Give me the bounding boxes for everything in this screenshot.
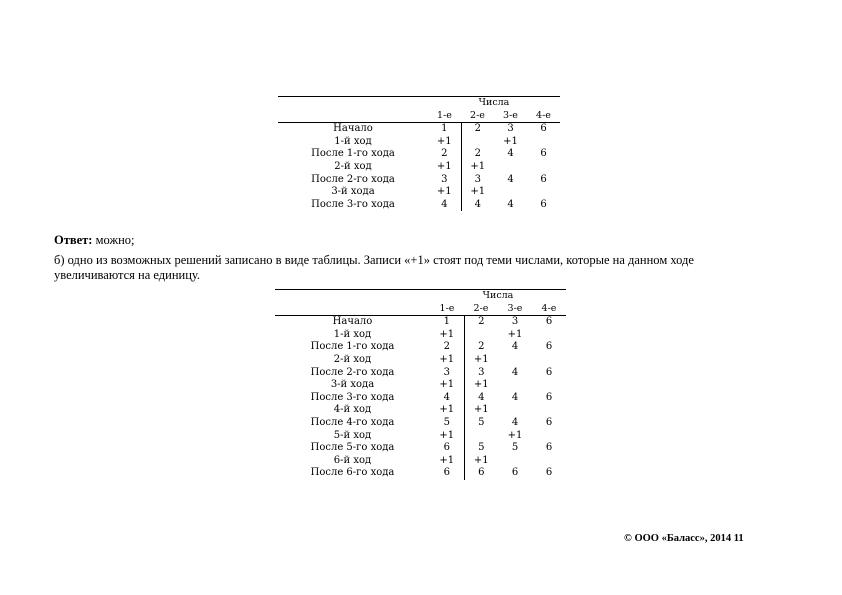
table-cell: 6 — [545, 316, 553, 328]
table-cell: 6 — [540, 148, 547, 160]
table-body — [275, 316, 566, 480]
table-cell: 6 — [511, 467, 519, 479]
table-cell: 5 — [511, 442, 519, 454]
table-cell: 6 — [540, 123, 547, 135]
table-cell: +1 — [470, 186, 486, 198]
table-row — [278, 174, 560, 187]
table-cell: 5 — [478, 442, 485, 454]
table-cell: 3 — [474, 173, 481, 185]
table-cell: +1 — [428, 186, 461, 199]
row-label: 2-й ход — [333, 353, 372, 365]
table-cell: 6 — [478, 467, 485, 479]
table-cell: +1 — [428, 136, 461, 149]
row-label: После 6-го хода — [310, 467, 395, 479]
row-label: После 1-го хода — [311, 148, 395, 160]
table-cell: 2 — [428, 148, 461, 161]
table-cell: 4 — [428, 199, 461, 212]
table-cell: 6 — [545, 341, 553, 353]
table-cell: +1 — [470, 160, 486, 172]
table-cell: 3 — [428, 174, 461, 187]
table-cell — [494, 186, 527, 199]
row-label: 6-й ход — [333, 454, 372, 466]
row-label: 1-й ход — [333, 328, 372, 340]
row-label: 3-й хода — [331, 186, 375, 198]
table-cell: 4 — [511, 416, 519, 428]
table-cell — [461, 136, 494, 149]
table-row — [275, 379, 566, 392]
answer-text: можно; — [92, 233, 135, 247]
table-cell: 6 — [545, 442, 553, 454]
table-row — [278, 136, 560, 149]
table-cell: +1 — [428, 161, 461, 174]
table-row — [275, 367, 566, 380]
table-cell: 6 — [545, 366, 553, 378]
table-cell: 5 — [430, 417, 464, 430]
table-cell — [464, 329, 498, 342]
table-cell: +1 — [473, 454, 489, 466]
table-cell: 2 — [430, 341, 464, 354]
table-cell: 6 — [545, 467, 553, 479]
table-row — [275, 329, 566, 342]
table-cell — [532, 404, 566, 417]
table-cell — [498, 404, 532, 417]
solution-paragraph — [54, 253, 694, 283]
column-header: 3-е — [498, 303, 532, 316]
table-row — [275, 442, 566, 455]
table-cell: +1 — [430, 404, 464, 417]
table-cell: 4 — [507, 173, 514, 185]
table-cell: 5 — [478, 416, 485, 428]
table-row — [275, 354, 566, 367]
moves-table-a — [278, 96, 560, 211]
table-cell — [532, 430, 566, 443]
table-row — [275, 316, 566, 329]
table-cell — [498, 354, 532, 367]
table-row — [278, 161, 560, 174]
row-label: После 4-го хода — [310, 416, 395, 428]
table-row — [278, 186, 560, 199]
table-cell: 4 — [430, 392, 464, 405]
table-corner — [275, 290, 430, 303]
table-cell — [532, 455, 566, 468]
table-cell: 6 — [540, 173, 547, 185]
table-cell: 4 — [511, 341, 519, 353]
row-label: Начало — [333, 123, 373, 135]
table-cell — [498, 455, 532, 468]
column-header: 3-е — [494, 110, 527, 123]
column-header: 1-е — [428, 110, 461, 123]
row-label: 4-й ход — [333, 404, 372, 416]
row-label: Начало — [332, 316, 373, 328]
row-label: 1-й ход — [334, 135, 372, 147]
row-label: 2-й ход — [334, 160, 372, 172]
table-cell — [532, 329, 566, 342]
header-group-label: Числа — [428, 97, 560, 110]
table-cell: +1 — [430, 329, 464, 342]
column-header: 1-е — [430, 303, 464, 316]
table-row — [275, 430, 566, 443]
table-cell: 4 — [511, 391, 519, 403]
table-cell: 3 — [511, 316, 519, 328]
row-label: После 1-го хода — [310, 341, 395, 353]
table-cell: 4 — [507, 198, 514, 210]
table-cell: +1 — [473, 379, 489, 391]
table-cell: 6 — [540, 198, 547, 210]
header-group-label: Числа — [430, 290, 566, 303]
table-cell: 6 — [545, 391, 553, 403]
table-cell: +1 — [507, 429, 523, 441]
table-cell — [464, 430, 498, 443]
table-cell: 2 — [478, 341, 485, 353]
row-label: После 2-го хода — [310, 366, 395, 378]
table-cell: 2 — [474, 148, 481, 160]
column-header: 2-е — [461, 110, 494, 123]
table-cell: +1 — [430, 430, 464, 443]
answer-line — [54, 233, 135, 248]
table-cell: 6 — [430, 442, 464, 455]
table-cell — [527, 136, 560, 149]
table-cell: 6 — [430, 467, 464, 480]
copyright-footer: © ООО «Баласс», 2014 11 — [624, 533, 744, 544]
row-label: После 3-го хода — [311, 198, 395, 210]
table-cell: +1 — [473, 404, 489, 416]
table-cell: +1 — [430, 354, 464, 367]
answer-prefix: Ответ: — [54, 233, 93, 247]
table-cell: 6 — [545, 416, 553, 428]
table-cell — [527, 186, 560, 199]
table-cell: 2 — [474, 123, 481, 135]
table-cell — [494, 161, 527, 174]
table-cell: 3 — [478, 366, 485, 378]
paragraph-line: увеличиваются на единицу. — [54, 268, 201, 282]
table-cell: 4 — [478, 391, 485, 403]
table-row — [278, 148, 560, 161]
table-corner — [278, 97, 428, 110]
table-row — [275, 417, 566, 430]
table-cell — [498, 379, 532, 392]
table-cell: 2 — [478, 316, 485, 328]
table-row — [275, 341, 566, 354]
table-cell: +1 — [503, 135, 518, 147]
table-row — [275, 467, 566, 480]
table-cell: 3 — [507, 123, 514, 135]
table-cell — [527, 161, 560, 174]
table-cell: +1 — [507, 328, 523, 340]
column-header: 4-е — [532, 303, 566, 316]
row-label: После 5-го хода — [310, 442, 395, 454]
paragraph-line: б) одно из возможных решений записано в виде таблицы. Записи «+1» стоят под теми числами, которые на данном ходе — [54, 253, 694, 267]
table-cell: 4 — [511, 366, 519, 378]
table-row — [275, 392, 566, 405]
row-label: 3-й хода — [330, 379, 375, 391]
table-cell: 4 — [507, 148, 514, 160]
table-cell: 1 — [428, 123, 461, 136]
table-row — [275, 455, 566, 468]
column-header: 2-е — [464, 303, 498, 316]
table-cell: 3 — [430, 367, 464, 380]
table-cell: 1 — [430, 316, 464, 329]
table-cell — [532, 379, 566, 392]
table-cell: 4 — [474, 198, 481, 210]
table-cell — [532, 354, 566, 367]
moves-table-b — [275, 289, 566, 480]
table-row — [275, 404, 566, 417]
table-cell: +1 — [473, 353, 489, 365]
row-label: После 3-го хода — [310, 391, 395, 403]
table-cell: +1 — [430, 455, 464, 468]
row-label: 5-й ход — [333, 429, 372, 441]
column-header: 4-е — [527, 110, 560, 123]
table-row — [278, 199, 560, 212]
table-body — [278, 123, 560, 212]
table-row — [278, 123, 560, 136]
row-label: После 2-го хода — [311, 173, 395, 185]
table-cell: +1 — [430, 379, 464, 392]
